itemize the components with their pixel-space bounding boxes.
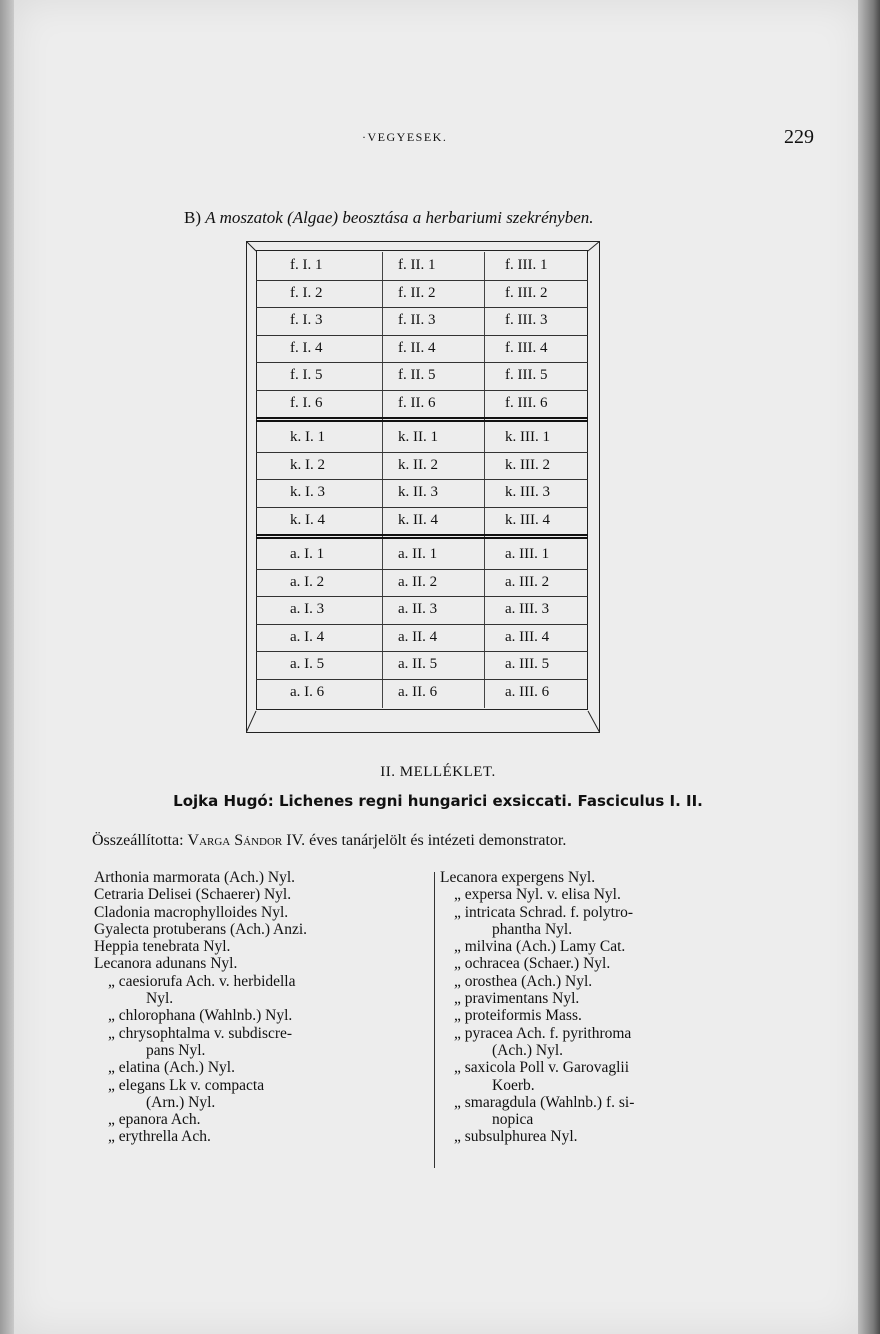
shelf-compartment-label: a. I. 3 [290, 601, 325, 617]
shelf-row-line [256, 569, 588, 570]
lichen-entry: „ smaragdula (Wahlnb.) f. si- [454, 1093, 635, 1111]
shelf-compartment-label: k. II. 3 [398, 484, 438, 500]
shelf-compartment-label: a. I. 6 [290, 683, 325, 700]
shelf-compartment-label: f. III. 3 [505, 312, 548, 328]
shelf-compartment-label: k. III. 3 [505, 484, 550, 500]
shelf-compartment-label: k. I. 1 [290, 429, 325, 445]
shelf-group-separator [256, 420, 588, 422]
shelf-row-line [256, 335, 588, 336]
shelf-compartment-label: k. II. 4 [398, 511, 438, 528]
shelf-compartment-label: a. I. 4 [290, 628, 325, 645]
lichen-entry: (Arn.) Nyl. [146, 1093, 216, 1111]
lichen-entry: Cetraria Delisei (Schaerer) Nyl. [94, 886, 292, 904]
shelf-corner-line [588, 241, 600, 251]
book-spine-shadow [858, 0, 880, 1334]
shelf-compartment-label: k. III. 1 [505, 429, 550, 445]
lichen-entry: „ proteiformis Mass. [454, 1007, 582, 1025]
lichen-entry: „ elegans Lk v. compacta [108, 1076, 265, 1094]
shelf-compartment-label: k. III. 4 [505, 511, 550, 528]
lichen-entry: „ subsulphurea Nyl. [454, 1128, 578, 1146]
lichen-entry: Arthonia marmorata (Ach.) Nyl. [94, 869, 296, 886]
shelf-compartment-label: f. I. 2 [290, 284, 323, 301]
section-title [184, 208, 594, 228]
shelf-row-line [256, 596, 588, 597]
lichen-entry: „ chrysophtalma v. subdiscre- [108, 1024, 293, 1042]
lichen-entry: „ pravimentans Nyl. [454, 990, 580, 1008]
shelf-compartment-label: f. I. 6 [290, 394, 323, 411]
page-left-edge [0, 0, 14, 1334]
lichen-entry: „ intricata Schrad. f. polytro- [454, 903, 634, 921]
lichen-entry: „ saxicola Poll v. Garovaglii [454, 1059, 630, 1077]
shelf-group-separator [256, 534, 588, 536]
shelf-row-line [256, 390, 588, 391]
lichen-entry: Gyalecta protuberans (Ach.) Anzi. [94, 920, 308, 938]
shelf-corner-line [588, 711, 600, 733]
shelf-compartment-label: k. I. 3 [290, 484, 325, 500]
lichen-entry: „ milvina (Ach.) Lamy Cat. [454, 938, 626, 956]
shelf-compartment-label: f. I. 5 [290, 367, 323, 383]
shelf-compartment-label: a. III. 4 [505, 628, 550, 645]
lichen-entry: phantha Nyl. [492, 920, 573, 938]
shelf-compartment-label: a. I. 2 [290, 573, 325, 590]
shelf-compartment-label: f. III. 2 [505, 284, 548, 301]
lichen-entry: „ epanora Ach. [108, 1111, 201, 1129]
shelf-compartment-label: f. II. 2 [398, 284, 436, 301]
lichen-entry: „ orosthea (Ach.) Nyl. [454, 972, 593, 990]
shelf-row-line [256, 452, 588, 453]
shelf-compartment-label: a. II. 4 [398, 628, 438, 645]
shelf-corner-line [246, 711, 256, 733]
appendix-title: II. MELLÉKLET. [380, 764, 496, 780]
compiler-name: Varga Sándor [187, 832, 283, 849]
shelf-row-line [256, 479, 588, 480]
lichen-list-left [94, 869, 434, 1146]
shelf-compartment-label: k. I. 4 [290, 511, 325, 528]
page-number: 229 [784, 126, 814, 148]
shelf-compartment-label: a. I. 5 [290, 656, 325, 672]
shelf-row-line [256, 651, 588, 652]
shelf-row-line [256, 280, 588, 281]
shelf-compartment-label: f. II. 4 [398, 339, 436, 356]
lichen-list-right [440, 869, 800, 1146]
lichen-entry: Nyl. [146, 990, 174, 1008]
book-page [14, 0, 862, 1334]
shelf-row-line [256, 624, 588, 625]
shelf-compartment-label: f. III. 6 [505, 394, 548, 411]
lichen-entry: „ caesiorufa Ach. v. herbidella [108, 972, 296, 990]
column-divider [434, 872, 435, 1168]
shelf-row-line [256, 362, 588, 363]
shelf-compartment-label: a. III. 3 [505, 601, 550, 617]
shelf-compartment-label: f. II. 1 [398, 257, 436, 273]
shelf-compartment-label: f. III. 1 [505, 257, 548, 273]
section-letter: B) [184, 208, 201, 227]
shelf-compartment-label: a. II. 6 [398, 683, 438, 700]
shelf-group-separator [256, 537, 588, 539]
shelf-compartment-label: a. II. 5 [398, 656, 438, 672]
lichen-entry: „ elatina (Ach.) Nyl. [108, 1059, 235, 1077]
shelf-compartment-label: f. I. 1 [290, 257, 323, 273]
shelf-compartment-label: a. III. 5 [505, 656, 550, 672]
shelf-column-divider [382, 252, 383, 708]
lichen-entry: Cladonia macrophylloides Nyl. [94, 903, 289, 921]
lichen-entry: Lecanora adunans Nyl. [94, 955, 238, 973]
shelf-compartment-label: k. I. 2 [290, 456, 325, 473]
shelf-compartment-label: f. III. 5 [505, 367, 548, 383]
lichen-entry: pans Nyl. [146, 1041, 206, 1059]
lichen-entry: „ pyracea Ach. f. pyrithroma [454, 1024, 632, 1042]
shelf-compartment-label: a. I. 1 [290, 546, 325, 562]
shelf-compartment-label: a. II. 3 [398, 601, 438, 617]
shelf-compartment-label: a. II. 2 [398, 573, 438, 590]
shelf-column-divider [484, 252, 485, 708]
shelf-compartment-label: f. II. 6 [398, 394, 436, 411]
lichen-entry: Lecanora expergens Nyl. [440, 869, 596, 886]
lichen-entry: nopica [492, 1111, 534, 1129]
shelf-compartment-label: f. I. 4 [290, 339, 323, 356]
shelf-row-line [256, 307, 588, 308]
lichen-entry: (Ach.) Nyl. [492, 1041, 564, 1059]
section-title-text: A moszatok (Algae) beosztása a herbariumi szekrényben. [205, 208, 594, 227]
compiled-prefix: Összeállította: [92, 832, 184, 849]
lichen-entry: Koerb. [492, 1076, 535, 1094]
shelf-compartment-label: f. II. 3 [398, 312, 436, 328]
shelf-compartment-label: f. II. 5 [398, 367, 436, 383]
shelf-compartment-label: a. II. 1 [398, 546, 438, 562]
lichen-entry: „ chlorophana (Wahlnb.) Nyl. [108, 1007, 293, 1025]
compiled-suffix: IV. éves tanárjelölt és intézeti demonstrator. [286, 832, 567, 849]
shelf-compartment-label: f. III. 4 [505, 339, 548, 356]
lichen-entry: „ ochracea (Schaer.) Nyl. [454, 955, 611, 973]
shelf-row-line [256, 507, 588, 508]
shelf-compartment-label: k. III. 2 [505, 456, 550, 473]
lichen-entry: Heppia tenebrata Nyl. [94, 938, 231, 956]
lichen-entry: „ expersa Nyl. v. elisa Nyl. [454, 886, 621, 904]
shelf-compartment-label: a. III. 2 [505, 573, 550, 590]
running-head: ·VEGYESEK. [362, 130, 448, 144]
shelf-corner-line [246, 241, 256, 251]
shelf-compartment-label: k. II. 2 [398, 456, 438, 473]
page-header [14, 126, 862, 150]
compiled-by-line [92, 832, 566, 850]
shelf-compartment-label: k. II. 1 [398, 429, 438, 445]
lichen-entry: „ erythrella Ach. [108, 1128, 211, 1146]
shelf-compartment-label: a. III. 1 [505, 546, 550, 562]
shelf-group-separator [256, 417, 588, 419]
shelf-row-line [256, 679, 588, 680]
appendix-subtitle: Lojka Hugó: Lichenes regni hungarici exsiccati. Fasciculus I. II. [173, 792, 703, 810]
shelf-compartment-label: f. I. 3 [290, 312, 323, 328]
shelf-compartment-label: a. III. 6 [505, 683, 550, 700]
